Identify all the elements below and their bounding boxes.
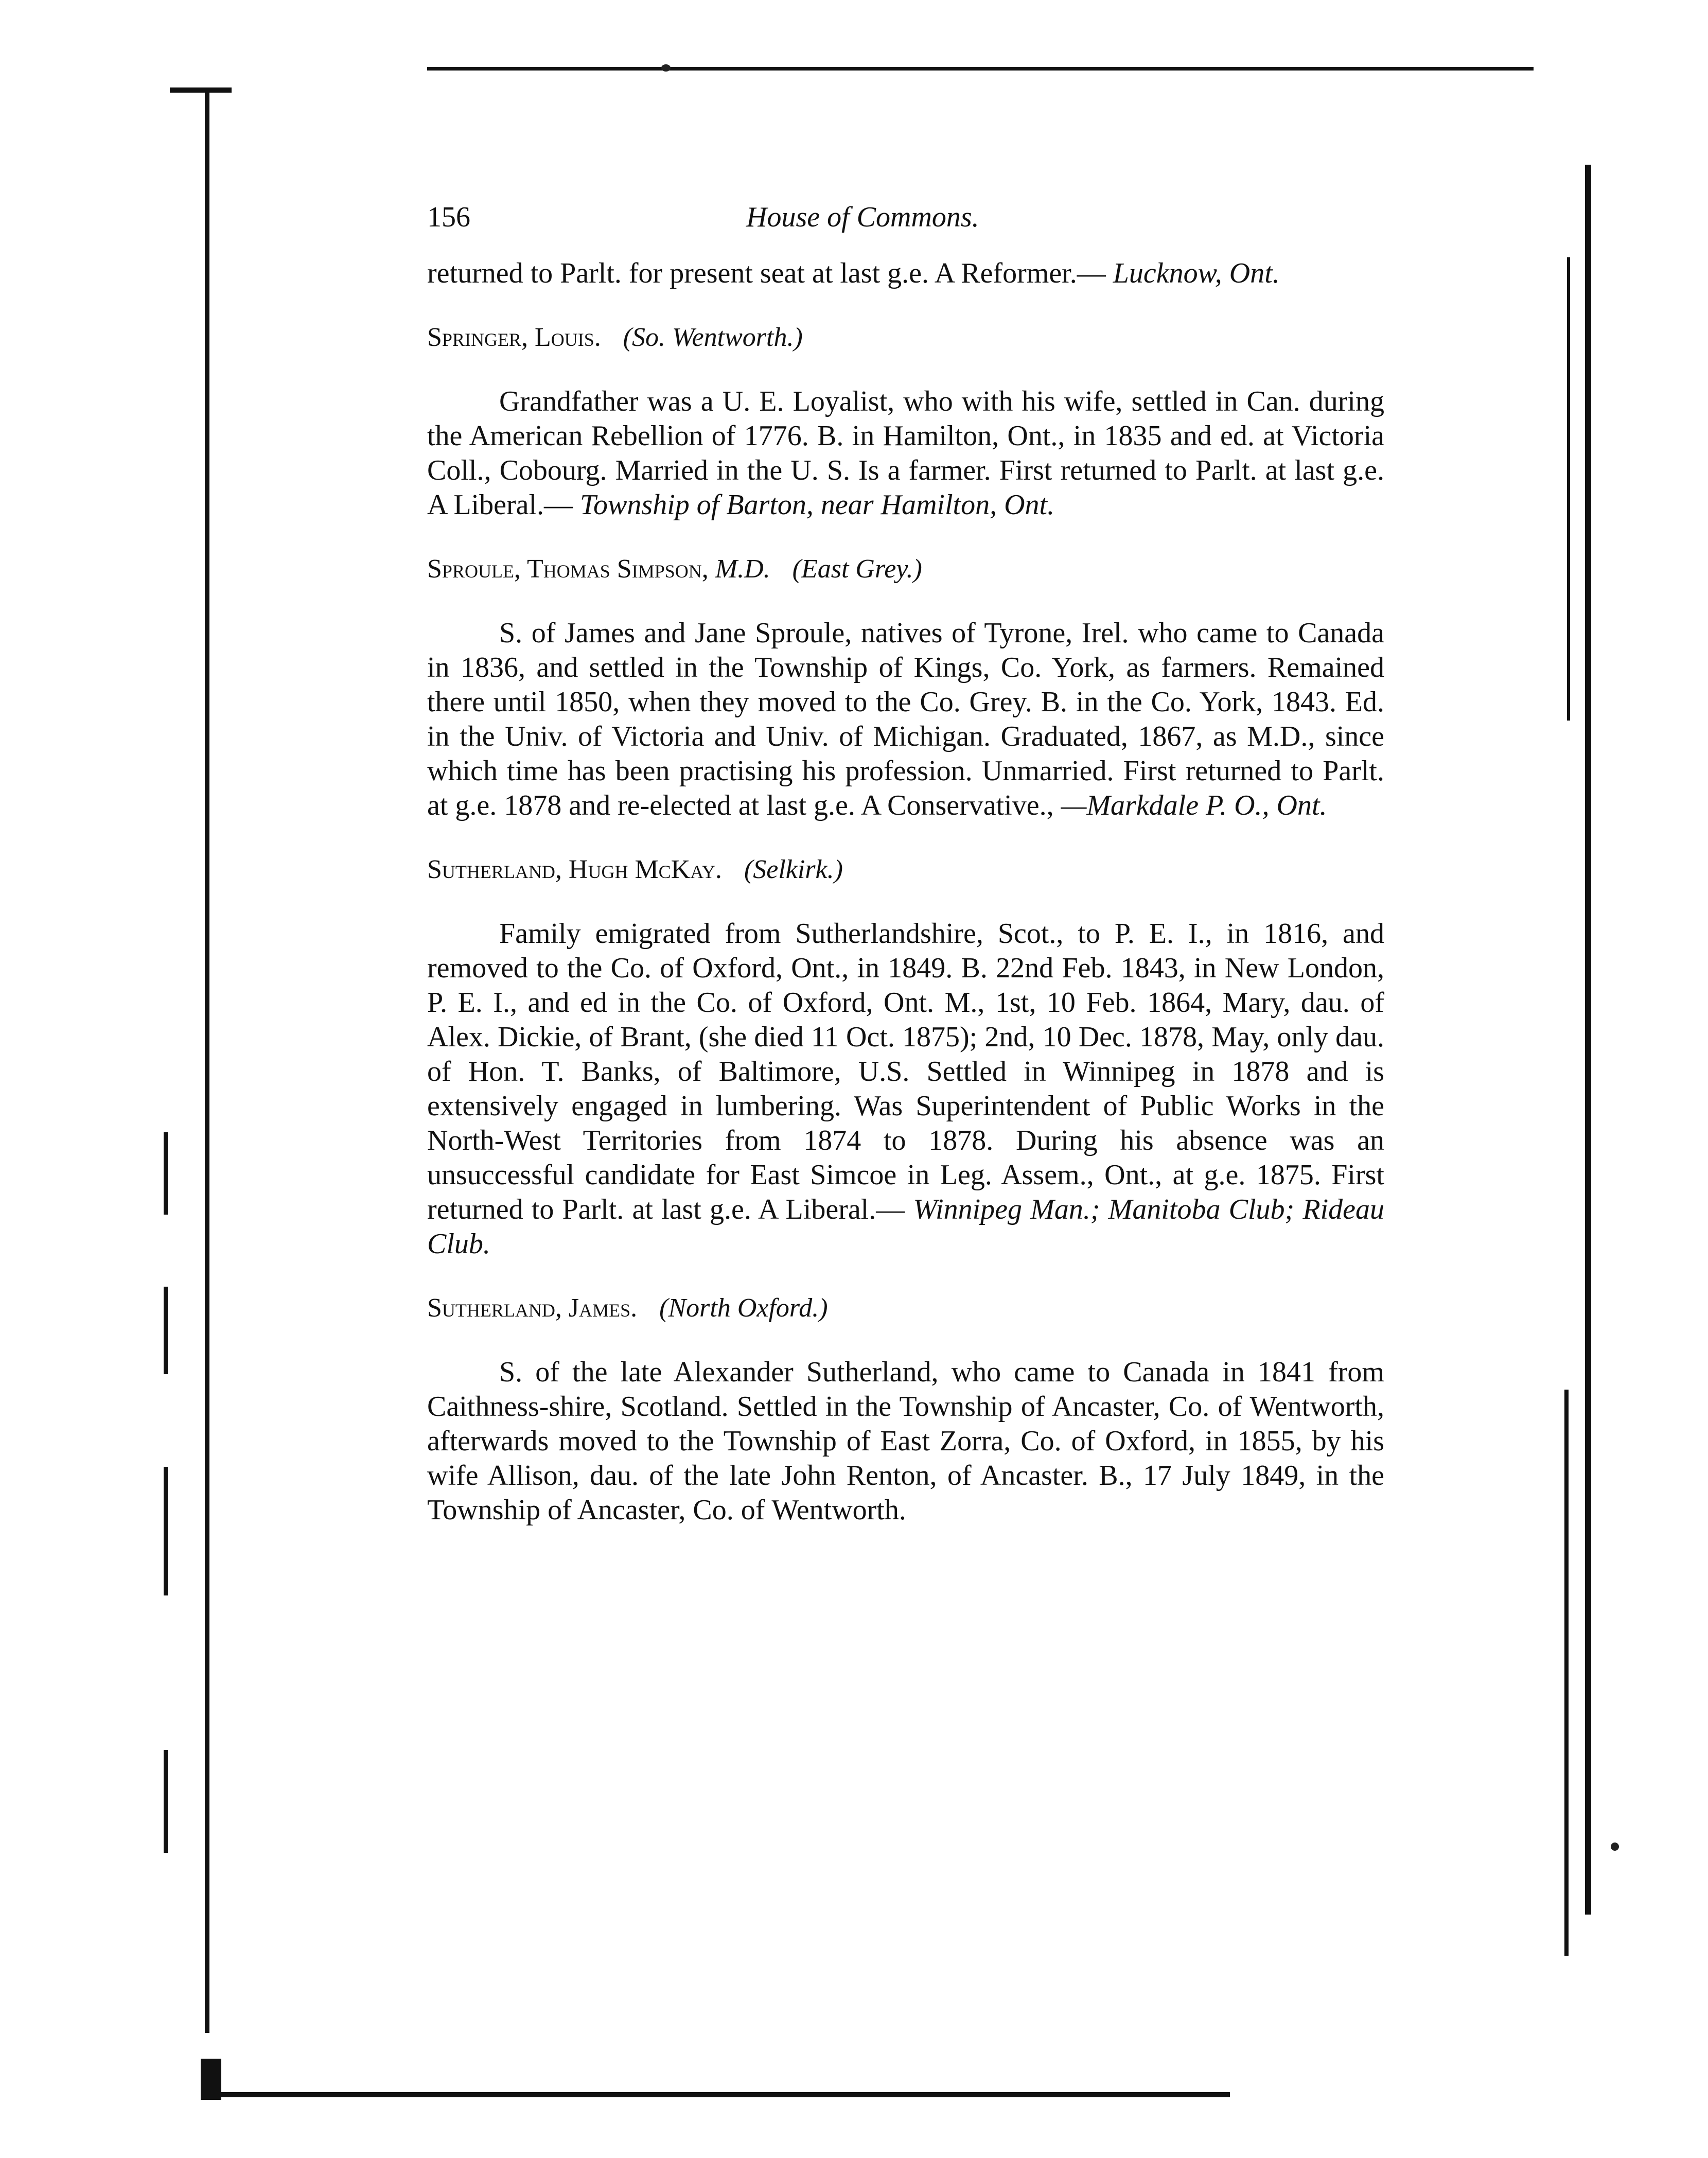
entry-body: [427, 616, 1384, 823]
entry-address: —Markdale P. O., Ont.: [1061, 789, 1327, 821]
entry-sutherland-hugh: [427, 853, 1384, 1261]
right-edge-line-1: [1585, 165, 1591, 1915]
scan-speck: [1611, 1843, 1619, 1851]
continued-entry-address: Lucknow, Ont.: [1113, 257, 1280, 289]
bottom-border-line: [201, 2092, 1230, 2097]
entry-heading: [427, 552, 1384, 586]
entry-riding: (North Oxford.): [659, 1293, 828, 1323]
entry-address: Township of Barton, near Hamilton, Ont.: [580, 489, 1055, 521]
running-head: [427, 201, 1384, 247]
top-border-line: [427, 67, 1534, 71]
entry-sutherland-james: [427, 1291, 1384, 1528]
right-edge-line-2: [1567, 257, 1570, 721]
entry-body-text: S. of James and Jane Sproule, natives of Tyrone, Irel. who came to Canada in 1836, and settled in the Township of Kings, Co. York, as farmers. Remained there until 1850, when they moved to the Co. Grey. B. in the Co. York, 1843. Ed. in the Univ. of Victoria and Univ. of Michigan. Graduated, 1867, as M.D., since which time has been practising his profession. Unmarried. First returned to Parlt. at g.e. 1878 and re-elected at last g.e. A Conservative.,: [427, 617, 1384, 821]
left-margin-mark-2: [164, 1287, 168, 1374]
right-edge-line-3: [1564, 1390, 1569, 1956]
entry-body-text: S. of the late Alexander Sutherland, who came to Canada in 1841 from Caithness-shire, Scotland. Settled in the Township of Ancaster, Co. of Wentworth, afterwards moved to the Township of East Zorra, Co. of Oxford, in 1855, by his wife Allison, dau. of the late John Renton, of Ancaster. B., 17 July 1849, in the Township of Ancaster, Co. of Wentworth.: [427, 1356, 1384, 1526]
entry-heading: [427, 1291, 1384, 1325]
entry-name: Springer, Louis.: [427, 323, 601, 352]
entry-riding: (East Grey.): [792, 554, 922, 584]
entry-body: [427, 1355, 1384, 1528]
entry-sproule: [427, 552, 1384, 823]
continued-entry-text: returned to Parlt. for present seat at last g.e. A Reformer.—: [427, 257, 1106, 289]
entry-springer: [427, 321, 1384, 522]
entry-heading: [427, 321, 1384, 355]
entry-body-text: Family emigrated from Sutherlandshire, Scot., to P. E. I., in 1816, and removed to the Co. of Oxford, Ont., in 1849. B. 22nd Feb. 1843, in New London, P. E. I., and ed in the Co. of Oxford, Ont. M., 1st, 10 Feb. 1864, Mary, dau. of Alex. Dickie, of Brant, (she died 11 Oct. 1875); 2nd, 10 Dec. 1878, May, only dau. of Hon. T. Banks, of Baltimore, U.S. Settled in Winnipeg in 1878 and is extensively engaged in lumbering. Was Superintendent of Public Works in the North-West Territories from 1874 to 1878. During his absence was an unsuccessful candidate for East Simcoe in Leg. Assem., Ont., at g.e. 1875. First returned to Parlt. at last g.e. A Liberal.—: [427, 918, 1384, 1225]
entry-riding: (So. Wentworth.): [623, 323, 803, 352]
entry-heading: [427, 853, 1384, 887]
book-page: [427, 201, 1384, 1528]
continued-entry: [427, 256, 1384, 291]
bottom-border-block: [201, 2059, 221, 2100]
entry-body: [427, 917, 1384, 1261]
entry-name: Sproule, Thomas Simpson,: [427, 554, 709, 584]
entry-address: Winnipeg Man.; Manitoba Club; Rideau Club.: [427, 1194, 1385, 1260]
left-margin-mark-3: [164, 1467, 168, 1595]
scan-speck: [661, 64, 671, 72]
running-title: House of Commons.: [746, 201, 979, 233]
entry-body: [427, 384, 1384, 522]
left-margin-mark-4: [164, 1750, 168, 1853]
left-border-cap: [170, 87, 232, 93]
entry-body-text: Grandfather was a U. E. Loyalist, who with his wife, settled in Can. during the American Rebellion of 1776. B. in Hamilton, Ont., in 1835 and ed. at Victoria Coll., Cobourg. Married in the U. S. Is a farmer. First returned to Parlt. at last g.e. A Liberal.—: [427, 385, 1384, 521]
entry-suffix: M.D.: [715, 554, 770, 584]
left-border-line: [205, 87, 209, 2033]
page-number: 156: [427, 201, 470, 233]
entry-name: Sutherland, James.: [427, 1293, 638, 1323]
left-margin-mark-1: [164, 1132, 168, 1215]
entry-name: Sutherland, Hugh McKay.: [427, 855, 722, 884]
entry-riding: (Selkirk.): [744, 855, 843, 884]
